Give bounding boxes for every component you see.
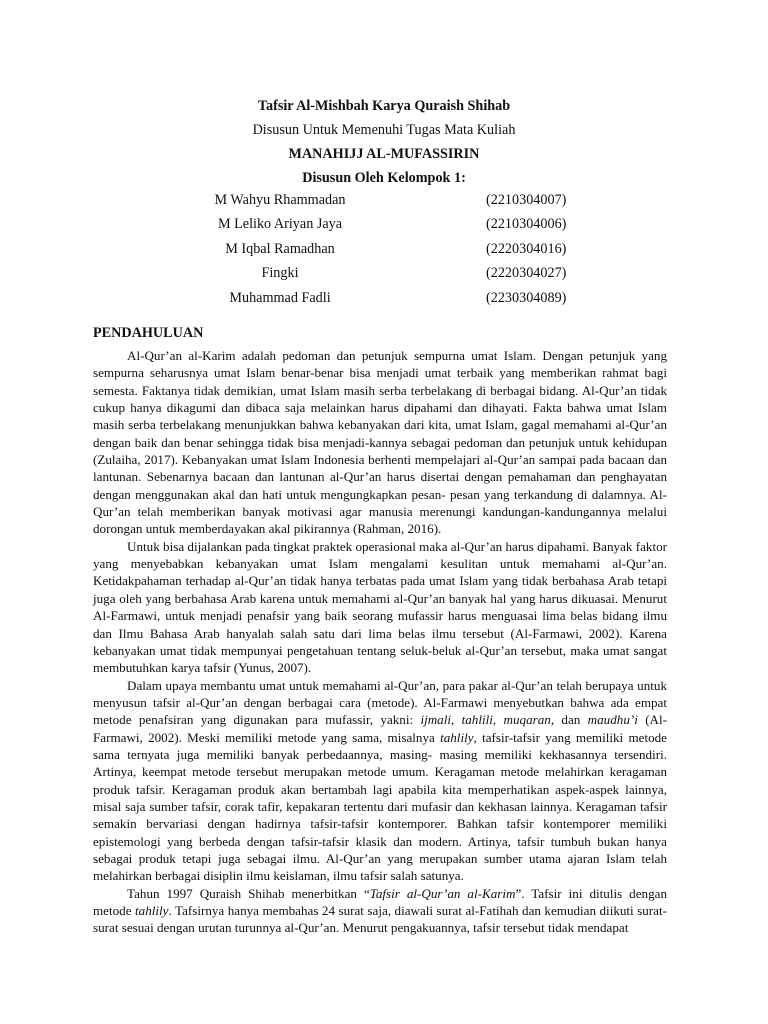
member-name: Fingki <box>261 265 299 282</box>
course-name: MANAHIJJ AL-MUFASSIRIN <box>288 146 480 162</box>
member-row <box>0 286 768 310</box>
paragraph-3-text: Dalam upaya membantu umat untuk memahami al-Qur’an, para pakar al-Qur’an telah berupaya untuk menyusun tafsir al-Qur’an dengan berbagai cara (metode). Al-Farmawi menyebutkan bahwa ada empat metode penafsiran yang digunakan para mufassir, yakni: <box>93 677 667 728</box>
paragraph-3-text: , tafsir-tafsir yang memiliki metode sama ternyata juga memiliki banyak perbedaannya, masing- masing memiliki kekhasannya tersendiri. Artinya, keempat metode tersebut merupakan metode umum. Keragaman metode melahirkan keragaman produk tafsir. Keragaman produk akan bertambah lagi apabila kita memperhatikan aspek-aspek lainnya, misal saja sumber tafsir, corak tafir, kepakaran tertentu dari mufasir dan kekhasan lainnya. Keragaman tafsir semakin bervariasi dengan hadirnya tafsir-tafsir kontemporer. Bahkan tafsir kontemporer memiliki epistemologi yang berbeda dengan tafsir-tafsir klasik dan modern. Artinya, tafsir tumbuh bukan hanya sebagai produk tetapi juga sebagai ilmu. Al-Qur’an yang merupakan sumber utama ajaran Islam telah melahirkan berbagai disiplin ilmu keislaman, ilmu tafsir salah satunya. <box>93 729 667 884</box>
book-title: Tafsir al-Qur’an al-Karim <box>369 885 516 901</box>
member-row <box>0 188 768 212</box>
member-list <box>0 188 768 310</box>
term-tahlily: tahlily <box>135 903 169 918</box>
member-nim: (2210304006) <box>486 216 567 233</box>
document-subtitle: Disusun Untuk Memenuhi Tugas Mata Kuliah <box>252 122 516 138</box>
body-text <box>93 347 667 937</box>
term-ijmali: ijmali <box>420 712 452 728</box>
paragraph-4-text: ”. Tafsir ini ditulis dengan metode <box>93 885 667 918</box>
member-nim: (2210304007) <box>486 192 567 208</box>
member-row <box>0 237 768 261</box>
separator: , <box>492 712 504 728</box>
paragraph-3 <box>93 677 667 885</box>
paragraph-1: Al-Qur’an al-Karim adalah pedoman dan petunjuk sempurna umat Islam. Dengan petunjuk yang sempurna seharusnya umat Islam benar-benar bisa menjadi umat terbaik yang memberikan rahmat bagi semesta. Faktanya tidak demikian, umat Islam masih serba terbelakang di berbagai bidang. Al-Qur’an tidak cukup hanya dikagumi dan dibaca saja melainkan harus dipahami dan dihayati. Fakta bahwa umat Islam masih serba terbelakang menunjukkan bahwa kebanyakan dari kita, umat Islam, gagal memahami al-Qur’an dengan baik dan benar sehingga tidak bisa menjadi-kannya sebagai pedoman dan petunjuk untuk kehidupan (Zulaiha, 2017). Kebanyakan umat Islam Indonesia berhenti mempelajari al-Qur’an sampai pada bacaan dan lantunan. Sebenarnya bacaan dan lantunan al-Qur’an harus disertai dengan pemahaman dan penghayatan dengan menggunakan akal dan hati untuk mengungkapkan pesan- pesan yang terkandung di dalamnya. Al-Qur’an telah memberikan banyak motivasi agar manusia merenungi kandungan-kandungannya melalui dorongan untuk memberdayakan akal pikirannya (Rahman, 2016). <box>93 348 667 537</box>
member-name: Muhammad Fadli <box>229 289 331 306</box>
member-nim: (2230304089) <box>486 289 567 306</box>
paragraph-4-text: . Tafsirnya hanya membahas 24 surat saja, diawali surat al-Fatihah dan kemudian diikuti surat-surat sesuai dengan urutan turunnya al-Qur’an. Menurut pengakuannya, tafsir tersebut tidak mendapat <box>93 903 667 936</box>
term-muqaran: muqaran <box>503 712 551 728</box>
section-heading: PENDAHULUAN <box>93 325 204 341</box>
member-row <box>0 261 768 285</box>
member-name: M Leliko Ariyan Jaya <box>217 216 343 233</box>
separator: , <box>451 712 462 728</box>
term-tahlily: tahlily <box>440 729 474 745</box>
term-maudhui: maudhu’i <box>587 712 638 728</box>
document-title: Tafsir Al-Mishbah Karya Quraish Shihab <box>257 98 511 114</box>
paragraph-4 <box>93 885 667 937</box>
member-nim: (2220304016) <box>486 240 567 257</box>
group-label: Disusun Oleh Kelompok 1: <box>302 170 466 186</box>
member-name: M Iqbal Ramadhan <box>225 240 335 257</box>
term-tahlili: tahlili <box>461 712 493 728</box>
member-row <box>0 212 768 236</box>
separator: , dan <box>550 712 588 728</box>
paragraph-4-text: Tahun 1997 Quraish Shihab menerbitkan “ <box>127 885 370 901</box>
member-nim: (2220304027) <box>486 265 567 282</box>
paragraph-2: Untuk bisa dijalankan pada tingkat praktek operasional maka al-Qur’an harus dipahami. Banyak faktor yang menyebabkan kebanyakan umat Islam mengalami kesulitan untuk memahami al-Qur’an. Ketidakpahaman terhadap al-Qur’an tidak hanya terbatas pada umat Islam yang tidak berbahasa Arab tetapi juga oleh yang berbahasa Arab karena untuk memahami al-Qur’an banyak hal yang harus dikuasai. Menurut Al-Farmawi, untuk menjadi penafsir yang baik seorang mufassir harus menguasai lima belas bidang ilmu dan Ilmu Bahasa Arab hanyalah salah satu dari lima belas ilmu tersebut (Al-Farmawi, 2002). Karena kebanyakan umat tidak mempunyai pengetahuan tentang seluk-beluk al-Qur’an tersebut, maka umat sangat membutuhkan karya tafsir (Yunus, 2007). <box>93 538 667 676</box>
title-block <box>0 94 768 190</box>
paragraph-3-text: (Al-Farmawi, 2002). Meski memiliki metode yang sama, misalnya <box>93 712 668 745</box>
member-name: M Wahyu Rhammadan <box>214 192 346 208</box>
